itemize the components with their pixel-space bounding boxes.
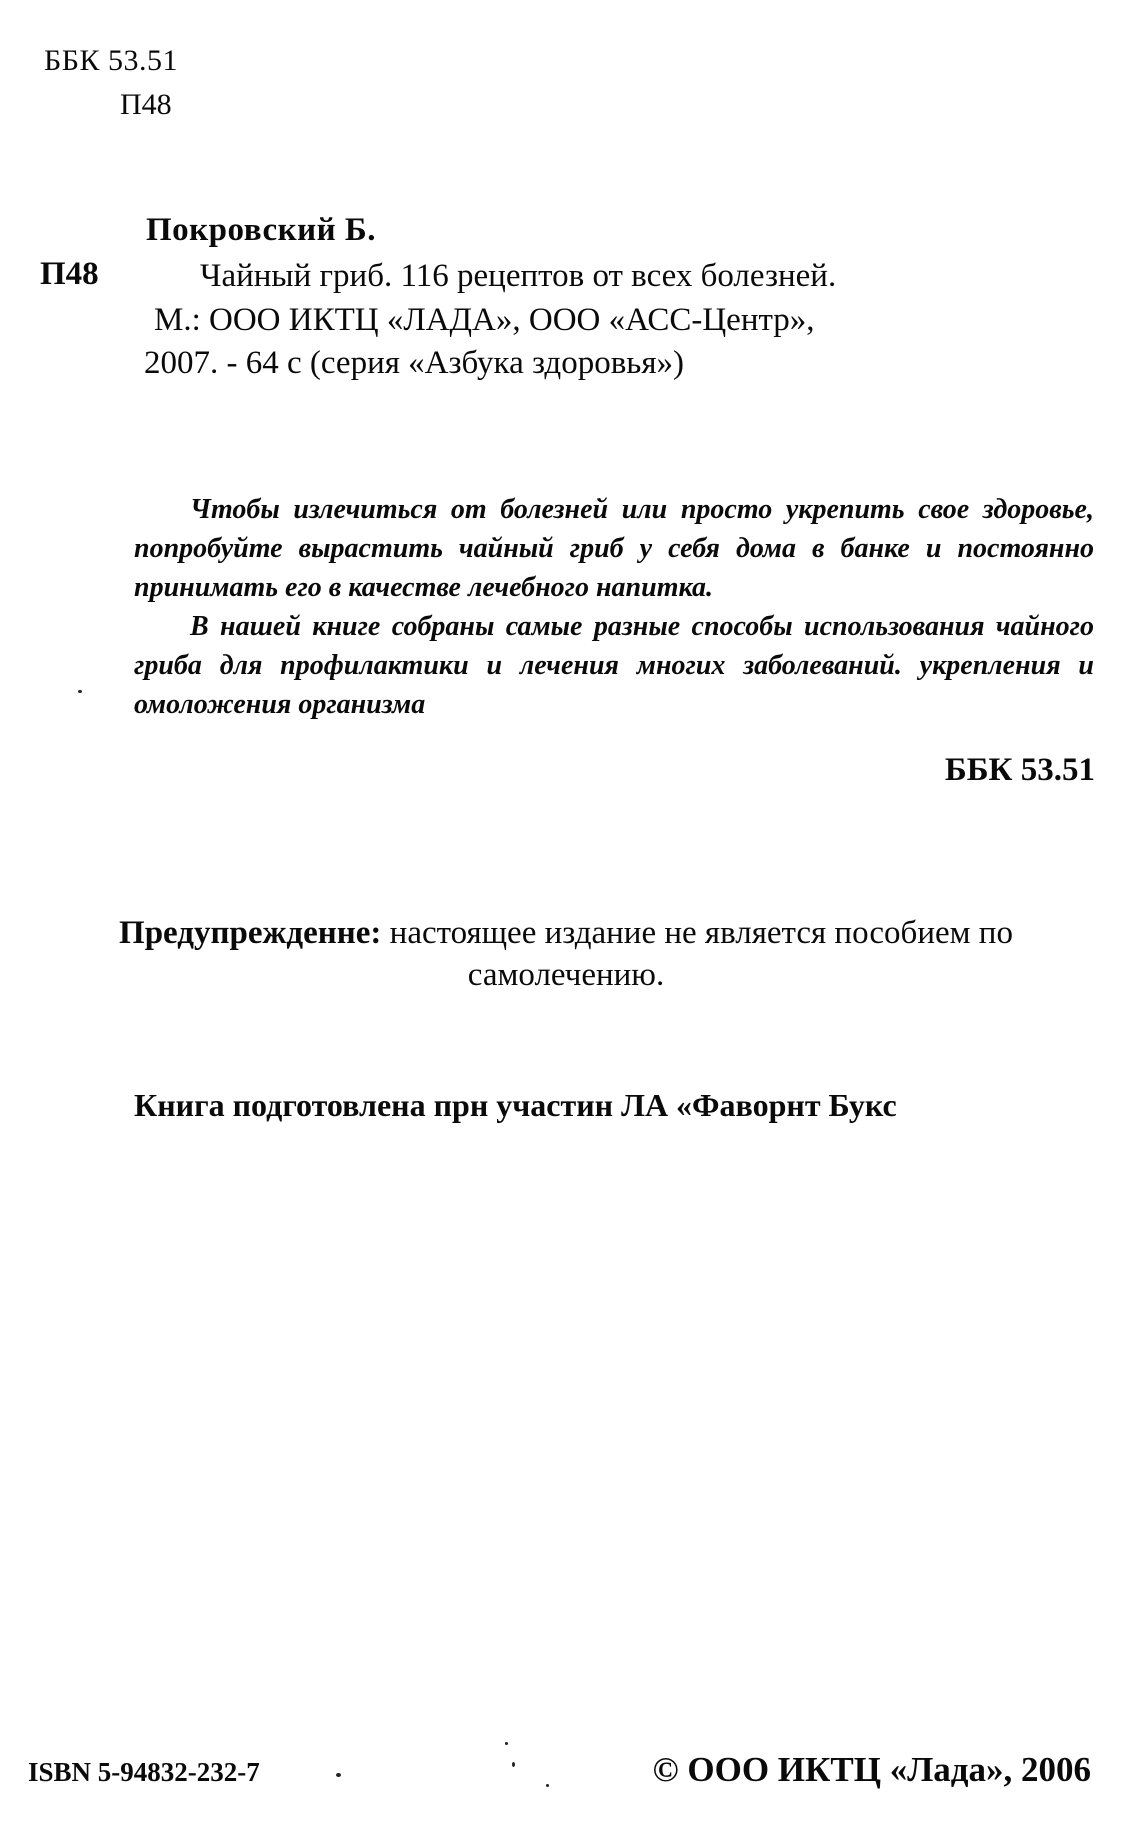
year-pages-series: 2007. - 64 с (серия «Азбука здоровья»): [144, 345, 685, 381]
book-title: Чайный гриб. 116 рецептов от всех болезней.: [200, 258, 837, 294]
scan-speck: [546, 1784, 549, 1787]
annotation-paragraph-2: В нашей книге собраны самые разные способы использования чайного гриба для профилактики и лечения многих заболеваний. укрепления и омоложения организма: [134, 611, 1094, 720]
author-name: Покровский Б.: [146, 212, 376, 248]
annotation: [134, 490, 1094, 724]
publisher-line: М.: ООО ИКТЦ «ЛАДА», ООО «АСС-Центр»,: [154, 302, 815, 338]
warning-text: настоящее издание не является пособием по самолечению.: [389, 915, 1013, 993]
scan-speck: [505, 1742, 508, 1745]
scan-speck: [336, 1773, 341, 1777]
isbn: ISBN 5-94832-232-7: [28, 1757, 260, 1787]
annotation-paragraph-1: Чтобы излечиться от болезней или просто укрепить свое здоровье, попробуйте вырастить чайный гриб у себя дома в банке и постоянно принимать его в качестве лечебного напитка.: [134, 494, 1094, 603]
warning-label: Предупрежденне:: [119, 915, 382, 951]
scan-speck: [512, 1762, 515, 1767]
scan-speck: [78, 690, 82, 693]
bbk-index-top: ББК 53.51: [44, 44, 178, 77]
copyright: © ООО ИКТЦ «Лада», 2006: [652, 1750, 1091, 1789]
prepared-note: Книга подготовлена прн участин ЛА «Фаворнт Букс: [134, 1087, 897, 1123]
author-code-top: П48: [120, 88, 172, 121]
author-code-side: П48: [40, 256, 99, 292]
bbk-index-right: ББК 53.51: [944, 752, 1095, 788]
warning-notice: [30, 912, 1102, 996]
